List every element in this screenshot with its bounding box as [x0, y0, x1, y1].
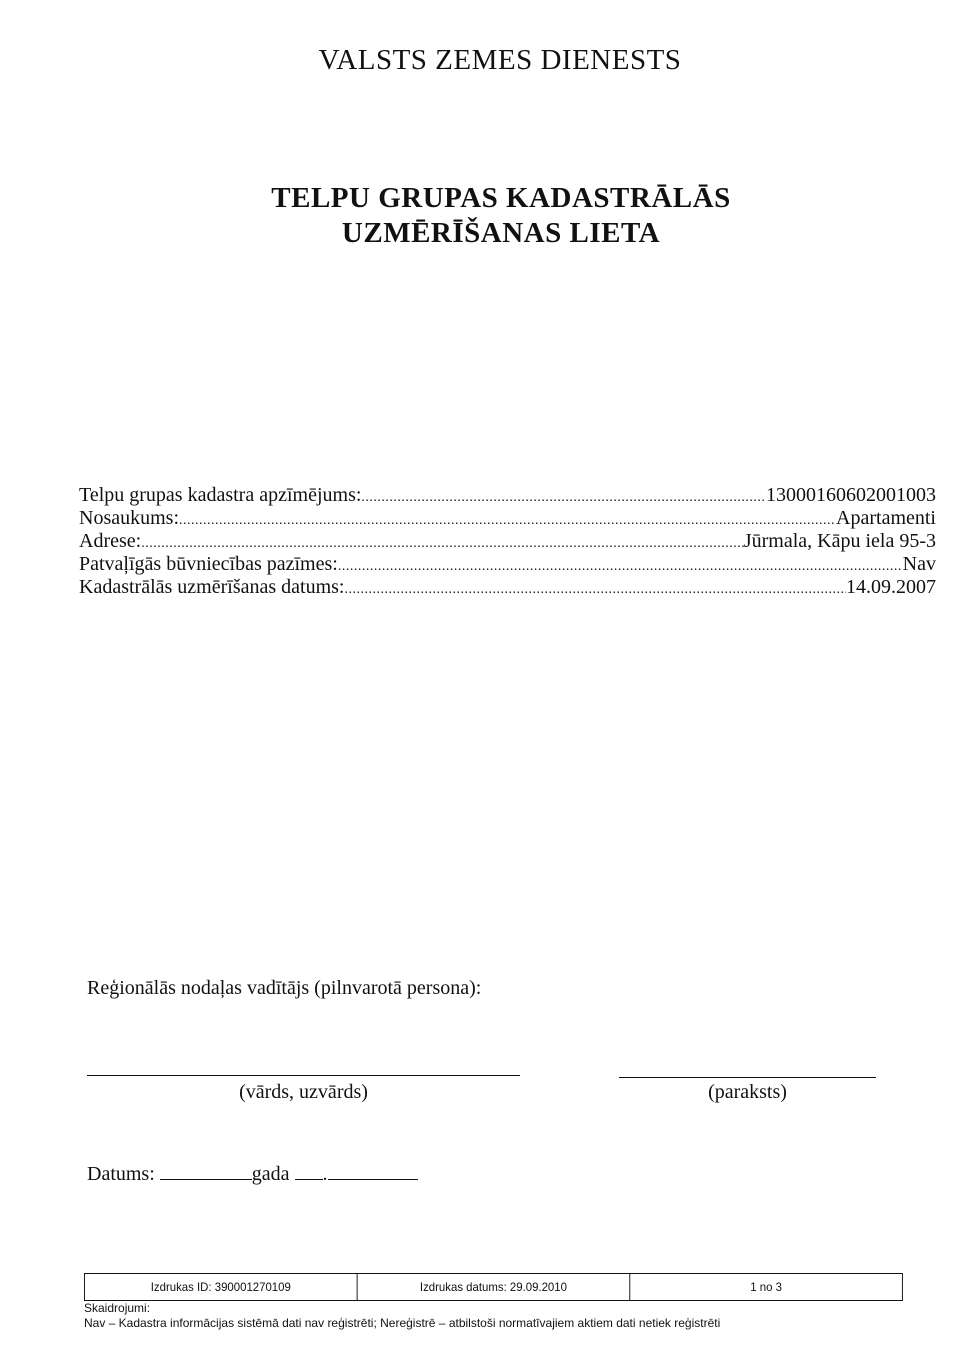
dot-leader	[338, 559, 903, 575]
explanations-text: Nav – Kadastra informācijas sistēmā dati nav reģistrēti; Nereģistrē – atbilstoši normatīvajiem aktiem dati netiek reģistrēti	[84, 1316, 721, 1330]
field-value: 14.09.2007	[846, 576, 936, 598]
print-info-table	[84, 1273, 903, 1301]
year-word: gada	[251, 1163, 290, 1185]
page-number-cell: 1 no 3	[750, 1280, 782, 1294]
year-blank	[160, 1163, 252, 1180]
field-value: Jūrmala, Kāpu iela 95-3	[743, 530, 936, 552]
date-line	[87, 1163, 418, 1186]
dot-leader	[141, 536, 744, 552]
print-date-cell: Izdrukas datums: 29.09.2010	[358, 1274, 631, 1300]
field-address	[79, 530, 936, 552]
field-value: Nav	[902, 553, 936, 575]
name-signature-line	[87, 1075, 520, 1076]
field-unauthorized-construction	[79, 553, 936, 575]
date-separator: .	[322, 1163, 328, 1185]
dot-leader	[344, 582, 846, 598]
field-label: Patvaļīgās būvniecības pazīmes:	[79, 553, 338, 575]
field-survey-date	[79, 576, 936, 598]
signature-caption: (paraksts)	[708, 1081, 787, 1103]
month-blank	[328, 1163, 418, 1180]
field-value: 13000160602001003	[766, 484, 936, 506]
signature-heading: Reģionālās nodaļas vadītājs (pilnvarotā persona):	[87, 977, 482, 999]
field-label: Nosaukums:	[79, 507, 179, 529]
date-label: Datums:	[87, 1163, 155, 1185]
explanations-title: Skaidrojumi:	[84, 1301, 151, 1315]
organization-name: VALSTS ZEMES DIENESTS	[318, 44, 682, 76]
field-label: Telpu grupas kadastra apzīmējums:	[79, 484, 362, 506]
print-id-cell: Izdrukas ID: 390001270109	[85, 1274, 358, 1300]
document-title-line-1: TELPU GRUPAS KADASTRĀLĀS	[271, 182, 731, 214]
dot-leader	[179, 513, 836, 529]
field-name	[79, 507, 936, 529]
field-cadastral-designation	[79, 484, 936, 506]
signature-line	[619, 1077, 876, 1078]
field-label: Adrese:	[79, 530, 142, 552]
field-value: Apartamenti	[836, 507, 936, 529]
field-label: Kadastrālās uzmērīšanas datums:	[79, 576, 345, 598]
name-caption: (vārds, uzvārds)	[239, 1081, 368, 1103]
day-blank	[295, 1163, 323, 1180]
dot-leader	[361, 490, 766, 506]
document-title-line-2: UZMĒRĪŠANAS LIETA	[341, 217, 661, 249]
